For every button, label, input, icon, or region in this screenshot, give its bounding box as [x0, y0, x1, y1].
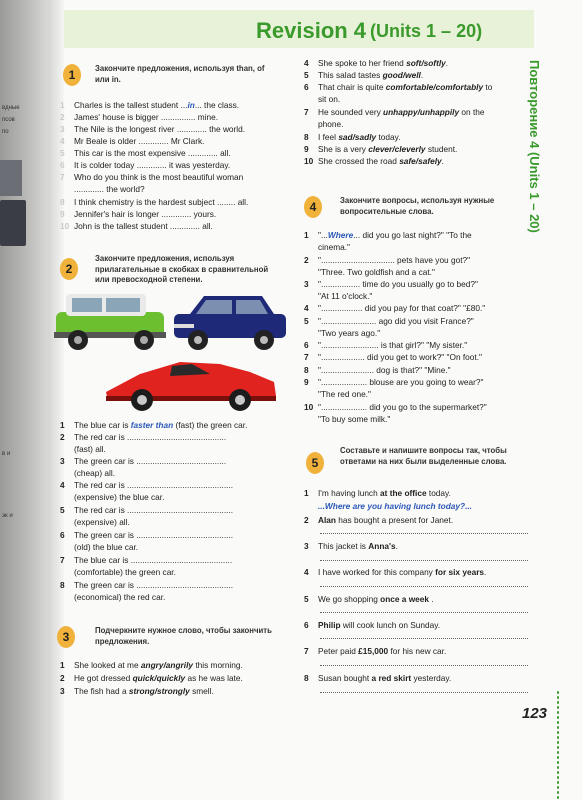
answer-blank[interactable] — [320, 692, 528, 693]
green-car-image — [52, 290, 172, 354]
list-item: sit on. — [318, 94, 341, 104]
list-item: (old) the blue car. — [74, 542, 139, 552]
list-item: (expensive) the blue car. — [74, 492, 165, 502]
answer-blank[interactable] — [320, 638, 528, 639]
list-item: 2 He got dressed quick/quickly as he was late. — [60, 673, 243, 683]
prev-text: в и — [2, 451, 11, 457]
exercise-instruction: Закончите предложения, используя прилагательные в скобках в сравнительной или превосходной степени. — [95, 254, 269, 284]
list-item: 7 Peter paid £15,000 for his new car. — [304, 646, 447, 656]
list-item: 6 "......................... is that girl?" "My sister." — [304, 340, 468, 350]
list-item: "At 11 o'clock." — [318, 291, 373, 301]
list-item: 7 The blue car is ............................................ — [60, 555, 233, 565]
answer-line: ...Where are you having lunch today?... — [318, 501, 472, 511]
list-item: "To buy some milk." — [318, 414, 391, 424]
list-item: 8 I think chemistry is the hardest subject ........ all. — [60, 197, 249, 207]
list-item: 3 "................. time do you usually go to bed?" — [304, 279, 478, 289]
list-item: (expensive) all. — [74, 517, 130, 527]
list-item: 1 Charles is the tallest student ...in... the class. — [60, 100, 240, 110]
list-item: 4 I have worked for this company for six years. — [304, 567, 487, 577]
exercise-instruction: Закончите предложения, используя than, of или in. — [95, 64, 265, 84]
list-item: 6 That chair is quite comfortable/comfortably to — [304, 82, 493, 92]
list-item: 8 The green car is .......................................... — [60, 580, 234, 590]
list-item: 9 She is a very clever/cleverly student. — [304, 144, 458, 154]
list-item: 5 "........................ ago did you visit France?" — [304, 316, 474, 326]
exercise-number-badge: 1 — [63, 64, 81, 86]
exercise-instruction: Подчеркните нужное слово, чтобы закончить предложения. — [95, 626, 272, 646]
list-item: cinema." — [318, 242, 350, 252]
list-item: phone. — [318, 119, 344, 129]
list-item: 3 The fish had a strong/strongly smell. — [60, 686, 214, 696]
side-label-text: Повторение 4 (Units 1 – 20) — [527, 60, 542, 233]
list-item: ............. the world? — [74, 184, 145, 194]
list-item: 2 "................................ pets have you got?" — [304, 255, 471, 265]
list-item: "The red one." — [318, 389, 371, 399]
list-item: 2 The red car is ........................................... — [60, 432, 227, 442]
list-item: 1 I'm having lunch at the office today. — [304, 488, 451, 498]
list-item: 10 She crossed the road safe/safely. — [304, 156, 444, 166]
list-item: 2 Alan has bought a present for Janet. — [304, 515, 454, 525]
list-item: 2 James' house is bigger ............... mine. — [60, 112, 219, 122]
list-item: 5 This car is the most expensive ............. all. — [60, 148, 231, 158]
list-item: 6 It is colder today ............. it was yesterday. — [60, 160, 231, 170]
prev-text: эк и — [2, 513, 13, 519]
list-item: 4 ".................. did you pay for that coat?" "£80." — [304, 303, 486, 313]
decorative-dots — [556, 690, 560, 800]
list-item: 7 "................... did you get to work?" "On foot." — [304, 352, 482, 362]
answer-blank[interactable] — [320, 586, 528, 587]
exercise-instruction: Закончите вопросы, используя нужные вопросительные слова. — [340, 196, 495, 216]
title-units: (Units 1 – 20) — [370, 20, 483, 41]
answer-blank[interactable] — [320, 560, 528, 561]
list-item: 8 I feel sad/sadly today. — [304, 132, 401, 142]
list-item: 9 ".................... blouse are you going to wear?" — [304, 377, 484, 387]
red-car-image — [100, 352, 280, 414]
answer-blank[interactable] — [320, 665, 528, 666]
list-item: "Three. Two goldfish and a cat." — [318, 267, 435, 277]
list-item: 5 We go shopping once a week . — [304, 594, 434, 604]
exercise-number-badge: 4 — [304, 196, 322, 218]
previous-page-fragment — [0, 0, 48, 800]
prev-text: по — [2, 129, 9, 135]
list-item: 4 She spoke to her friend soft/softly. — [304, 58, 449, 68]
list-item: 1 The blue car is faster than (fast) the green car. — [60, 420, 248, 430]
list-item: 9 Jennifer's hair is longer ............. yours. — [60, 209, 217, 219]
list-item: 10 ".................... did you go to the supermarket?" — [304, 402, 487, 412]
list-item: 1 She looked at me angry/angrily this morning. — [60, 660, 243, 670]
photo-fragment — [0, 160, 22, 196]
list-item: 3 This jacket is Anna's. — [304, 541, 398, 551]
prev-text: вдные — [2, 105, 20, 111]
title-text: Revision 4 — [256, 18, 367, 43]
answer-blank[interactable] — [320, 612, 528, 613]
exercise-number-badge: 2 — [60, 258, 78, 280]
list-item: 4 Mr Beale is older ............. Mr Clark. — [60, 136, 205, 146]
list-item: 6 Philip will cook lunch on Sunday. — [304, 620, 441, 630]
list-item: 7 He sounded very unhappy/unhappily on the — [304, 107, 485, 117]
exercise-number-badge: 5 — [306, 452, 324, 474]
page-number: 123 — [522, 705, 548, 722]
list-item: 5 The red car is .............................................. — [60, 505, 234, 515]
list-item: (economical) the red car. — [74, 592, 166, 602]
list-item: (comfortable) the green car. — [74, 567, 176, 577]
list-item: (cheap) all. — [74, 468, 116, 478]
blue-car-image — [170, 290, 290, 354]
answer-blank[interactable] — [320, 533, 528, 534]
list-item: 8 "....................... dog is that?" "Mine." — [304, 365, 451, 375]
side-label — [527, 60, 554, 260]
prev-text: псов — [2, 117, 15, 123]
list-item: 8 Susan bought a red skirt yesterday. — [304, 673, 452, 683]
page-title — [256, 14, 526, 48]
list-item: 3 The green car is ....................................... — [60, 456, 227, 466]
list-item: 7 Who do you think is the most beautiful woman — [60, 172, 244, 182]
list-item: 10 John is the tallest student ............. all. — [60, 221, 213, 231]
list-item: 1 "...Where... did you go last night?" "To the — [304, 230, 472, 240]
list-item: (fast) all. — [74, 444, 106, 454]
list-item: 3 The Nile is the longest river ............. the world. — [60, 124, 246, 134]
photo-fragment — [0, 200, 26, 246]
list-item: "Two years ago." — [318, 328, 381, 338]
list-item: 4 The red car is .............................................. — [60, 480, 234, 490]
exercise-number-badge: 3 — [57, 626, 75, 648]
exercise-instruction: Составьте и напишите вопросы так, чтобы ответами на них были выделенные слова. — [340, 446, 507, 466]
list-item: 6 The green car is .......................................... — [60, 530, 234, 540]
list-item: 5 This salad tastes good/well. — [304, 70, 424, 80]
